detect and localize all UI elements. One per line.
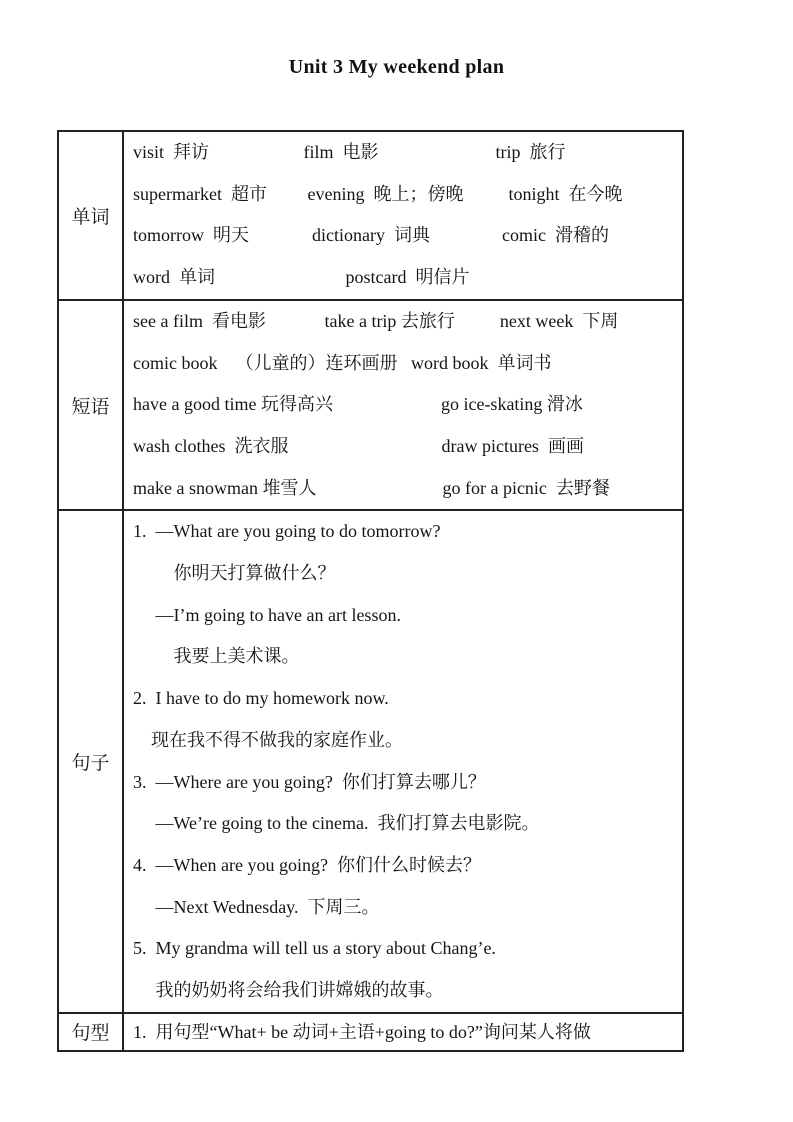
row-content [124,132,682,299]
content-line: have a good time 玩得高兴 go ice-skating 滑冰 [133,394,583,415]
content-line: see a film 看电影 take a trip 去旅行 next week 下周 [133,310,619,331]
table-row [59,132,682,299]
content-line: 我要上美术课。 [133,646,300,667]
content-line: —I’m going to have an art lesson. [133,604,401,625]
content-line: supermarket 超市 evening 晚上；傍晚 tonight 在今晚 [133,183,623,204]
content-line: 1. 用句型“What+ be 动词+主语+going to do?”询问某人将做 [133,1021,591,1042]
content-line: word 单词 postcard 明信片 [133,267,470,288]
row-label: 句型 [59,1014,124,1050]
table-row [59,509,682,1011]
content-line: 我的奶奶将会给我们讲嫦娥的故事。 [133,980,444,1001]
table-row [59,1012,682,1050]
content-line: tomorrow 明天 dictionary 词典 comic 滑稽的 [133,225,609,246]
content-line: 现在我不得不做我的家庭作业。 [133,729,403,750]
row-content [124,1014,682,1050]
table-row [59,299,682,510]
content-line: 你明天打算做什么？ [133,563,336,584]
row-content [124,511,682,1011]
row-label: 句子 [59,511,124,1011]
row-label: 短语 [59,301,124,510]
content-line: —Next Wednesday. 下周三。 [133,896,380,917]
page-title: Unit 3 My weekend plan [288,56,505,78]
content-line: 1. —What are you going to do tomorrow? [133,521,441,542]
content-line: 3. —Where are you going? 你们打算去哪儿？ [133,771,486,792]
row-content [124,301,682,510]
content-line: 2. I have to do my homework now. [133,688,389,709]
content-line: —We’re going to the cinema. 我们打算去电影院。 [133,813,540,834]
row-label: 单词 [59,132,124,299]
content-line: 4. —When are you going? 你们什么时候去？ [133,854,481,875]
content-line: visit 拜访 film 电影 trip 旅行 [133,142,566,162]
content-line: 5. My grandma will tell us a story about Chang’e. [133,938,496,959]
content-line: make a snowman 堆雪人 go for a picnic 去野餐 [133,477,610,498]
content-line: comic book （儿童的）连环画册 word book 单词书 [133,352,552,373]
content-line: wash clothes 洗衣服 draw pictures 画画 [133,435,584,456]
vocab-table [57,130,684,1052]
